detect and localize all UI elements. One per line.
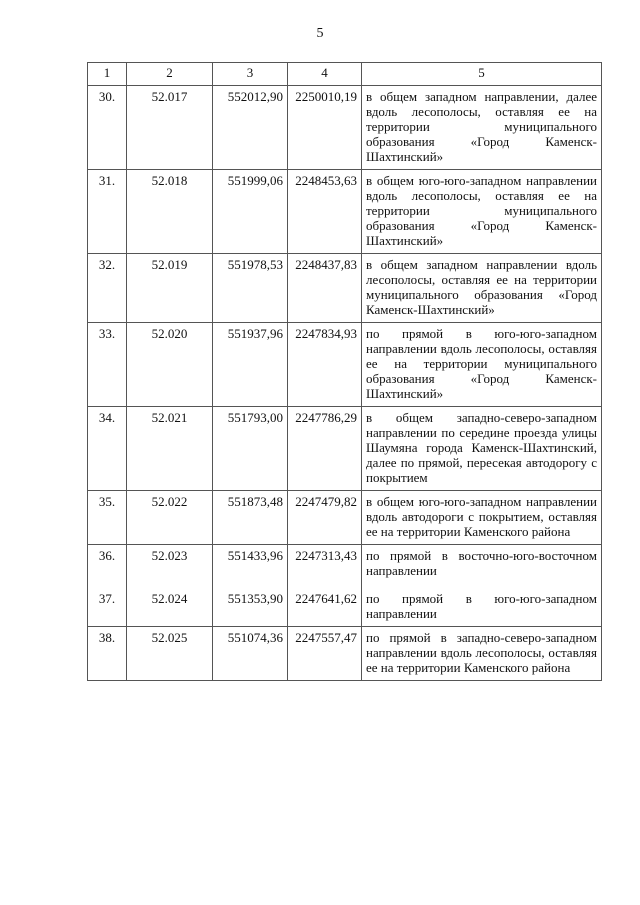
row-number: 35.: [88, 491, 127, 545]
header-col-4: 4: [288, 63, 362, 86]
coordinate-x: 551353,90: [213, 587, 288, 627]
row-number: 34.: [88, 407, 127, 491]
coordinate-x: 551937,96: [213, 323, 288, 407]
coordinate-x: 551978,53: [213, 254, 288, 323]
coordinate-y: 2247641,62: [288, 587, 362, 627]
boundary-description: в общем юго-юго-западном направлении вдоль автодороги с покрытием, оставляя ее на территории Каменского района: [362, 491, 602, 545]
row-number: 36.: [88, 545, 127, 588]
boundary-description: в общем западном направлении, далее вдоль лесополосы, оставляя ее на территории муниципального образования «Город Каменск-Шахтинский»: [362, 86, 602, 170]
header-col-5: 5: [362, 63, 602, 86]
coordinate-y: 2248453,63: [288, 170, 362, 254]
coordinate-x: 551433,96: [213, 545, 288, 588]
point-code: 52.017: [127, 86, 213, 170]
coordinate-y: 2247786,29: [288, 407, 362, 491]
header-col-3: 3: [213, 63, 288, 86]
row-number: 31.: [88, 170, 127, 254]
boundary-description: в общем западном направлении вдоль лесополосы, оставляя ее на территории муниципального образования «Город Каменск-Шахтинский»: [362, 254, 602, 323]
header-col-1: 1: [88, 63, 127, 86]
row-number: 30.: [88, 86, 127, 170]
boundary-points-table: [87, 62, 602, 681]
table-header-row: [88, 63, 602, 86]
boundary-description: по прямой в восточно-юго-восточном направлении: [362, 545, 602, 588]
row-number: 37.: [88, 587, 127, 627]
table-row: [88, 170, 602, 254]
row-number: 38.: [88, 627, 127, 681]
point-code: 52.021: [127, 407, 213, 491]
table-row: [88, 491, 602, 545]
boundary-description: по прямой в юго-юго-западном направлении: [362, 587, 602, 627]
coordinate-y: 2250010,19: [288, 86, 362, 170]
coordinate-x: 551873,48: [213, 491, 288, 545]
point-code: 52.024: [127, 587, 213, 627]
table-row: [88, 587, 602, 627]
boundary-description: в общем западно-северо-западном направлении по середине проезда улицы Шаумяна города Каменск-Шахтинский, далее по прямой, пересекая автодорогу с покрытием: [362, 407, 602, 491]
coordinate-y: 2248437,83: [288, 254, 362, 323]
coordinate-x: 552012,90: [213, 86, 288, 170]
page-number: 5: [316, 26, 324, 41]
table-row: [88, 545, 602, 588]
point-code: 52.023: [127, 545, 213, 588]
coordinate-y: 2247479,82: [288, 491, 362, 545]
table-row: [88, 254, 602, 323]
point-code: 52.025: [127, 627, 213, 681]
table-row: [88, 86, 602, 170]
coordinate-x: 551793,00: [213, 407, 288, 491]
coordinate-y: 2247557,47: [288, 627, 362, 681]
point-code: 52.020: [127, 323, 213, 407]
row-number: 32.: [88, 254, 127, 323]
table-row: [88, 627, 602, 681]
coordinate-y: 2247313,43: [288, 545, 362, 588]
boundary-description: по прямой в юго-юго-западном направлении вдоль лесополосы, оставляя ее на территории муниципального образования «Город Каменск-Шахтинский»: [362, 323, 602, 407]
table-row: [88, 323, 602, 407]
point-code: 52.022: [127, 491, 213, 545]
coordinate-y: 2247834,93: [288, 323, 362, 407]
coordinate-x: 551999,06: [213, 170, 288, 254]
row-number: 33.: [88, 323, 127, 407]
header-col-2: 2: [127, 63, 213, 86]
point-code: 52.019: [127, 254, 213, 323]
boundary-description: в общем юго-юго-западном направлении вдоль лесополосы, оставляя ее на территории муниципального образования «Город Каменск-Шахтинский»: [362, 170, 602, 254]
boundary-description: по прямой в западно-северо-западном направлении вдоль лесополосы, оставляя ее на территории Каменского района: [362, 627, 602, 681]
table-row: [88, 407, 602, 491]
point-code: 52.018: [127, 170, 213, 254]
coordinate-x: 551074,36: [213, 627, 288, 681]
